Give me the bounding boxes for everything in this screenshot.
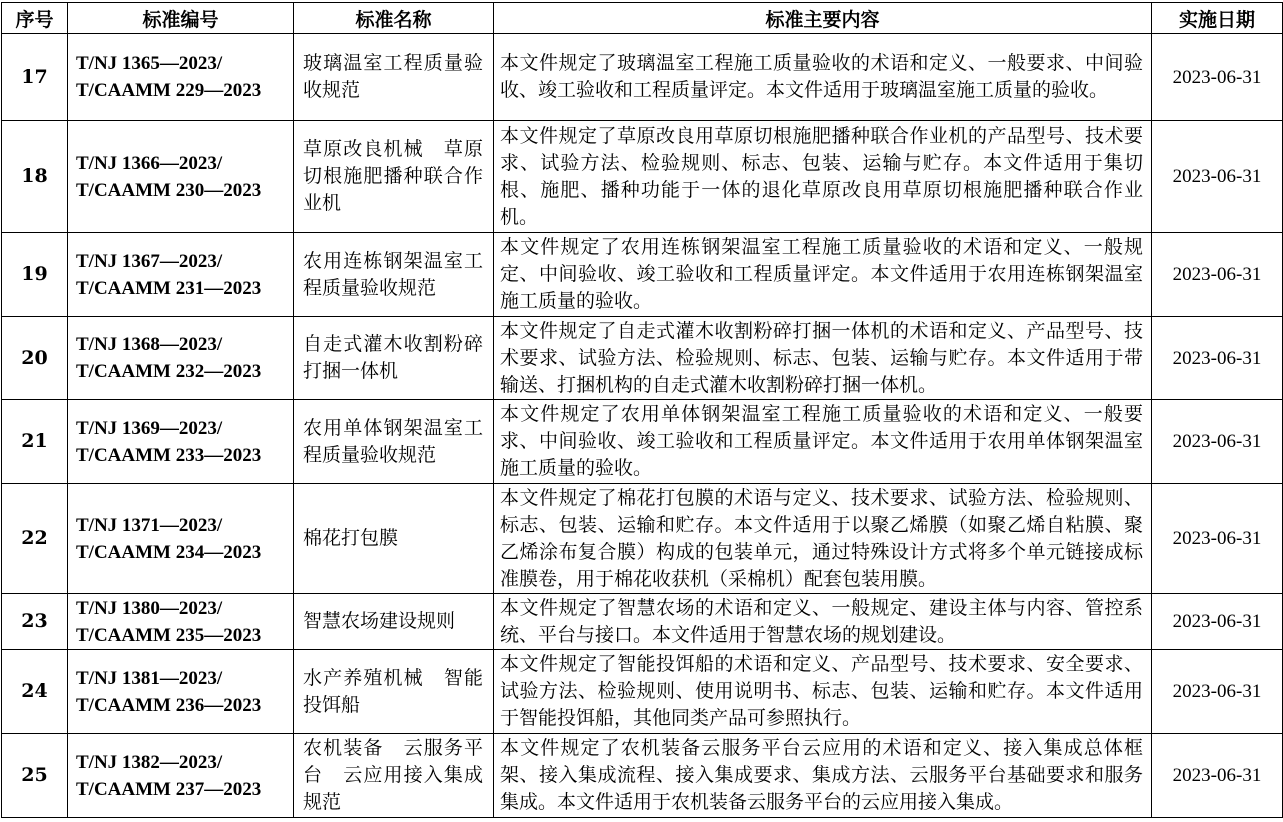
table-row: [2, 317, 1283, 400]
code-caamm: T/CAAMM 231—2023: [76, 277, 262, 299]
standard-name: 农用连栋钢架温室工程质量验收规范: [294, 233, 494, 317]
standard-name: 智慧农场建设规则: [294, 594, 494, 650]
table-row: [2, 594, 1283, 650]
effective-date: 2023-06-31: [1152, 400, 1283, 484]
effective-date: 2023-06-31: [1152, 484, 1283, 594]
header-name: 标准名称: [294, 3, 494, 34]
table-row: [2, 121, 1283, 233]
code-nj: T/NJ 1369—2023/: [76, 417, 223, 439]
standards-table: [1, 2, 1283, 818]
standard-content: 本文件规定了玻璃温室工程施工质量验收的术语和定义、一般要求、中间验收、竣工验收和工程质量评定。本文件适用于玻璃温室施工质量的验收。: [494, 34, 1152, 121]
row-number: 25: [2, 734, 68, 818]
effective-date: 2023-06-31: [1152, 34, 1283, 121]
row-number: 23: [2, 594, 68, 650]
standard-code: [68, 121, 294, 233]
standard-content: 本文件规定了智慧农场的术语和定义、一般规定、建设主体与内容、管控系统、平台与接口。本文件适用于智慧农场的规划建设。: [494, 594, 1152, 650]
header-date: 实施日期: [1152, 3, 1283, 34]
code-nj: T/NJ 1371—2023/: [76, 514, 223, 536]
table-row: [2, 34, 1283, 121]
code-caamm: T/CAAMM 237—2023: [76, 778, 262, 800]
standard-name: 棉花打包膜: [294, 484, 494, 594]
code-caamm: T/CAAMM 229—2023: [76, 80, 262, 101]
standard-code: [68, 734, 294, 818]
header-row: [2, 3, 1283, 34]
effective-date: 2023-06-31: [1152, 734, 1283, 818]
effective-date: 2023-06-31: [1152, 121, 1283, 233]
code-caamm: T/CAAMM 232—2023: [76, 361, 262, 382]
standard-name: 农机装备 云服务平台 云应用接入集成规范: [294, 734, 494, 818]
row-number: 22: [2, 484, 68, 594]
code-caamm: T/CAAMM 230—2023: [76, 179, 262, 201]
table-header: [2, 3, 1283, 34]
standard-name: 水产养殖机械 智能投饵船: [294, 650, 494, 734]
code-nj: T/NJ 1365—2023/: [76, 53, 223, 74]
standard-name: 草原改良机械 草原切根施肥播种联合作业机: [294, 121, 494, 233]
standard-content: 本文件规定了自走式灌木收割粉碎打捆一体机的术语和定义、产品型号、技术要求、试验方法、检验规则、标志、包装、运输与贮存。本文件适用于带输送、打捆机构的自走式灌木收割粉碎打捆一体机。: [494, 317, 1152, 400]
standard-name: 农用单体钢架温室工程质量验收规范: [294, 400, 494, 484]
standard-code: [68, 317, 294, 400]
table-row: [2, 484, 1283, 594]
standard-code: [68, 233, 294, 317]
effective-date: 2023-06-31: [1152, 233, 1283, 317]
code-nj: T/NJ 1367—2023/: [76, 250, 223, 272]
table-row: [2, 400, 1283, 484]
code-nj: T/NJ 1368—2023/: [76, 334, 223, 355]
row-number: 17: [2, 34, 68, 121]
table-row: [2, 233, 1283, 317]
header-code: 标准编号: [68, 3, 294, 34]
standard-code: [68, 34, 294, 121]
table-body: [2, 34, 1283, 818]
code-caamm: T/CAAMM 235—2023: [76, 624, 262, 646]
standard-code: [68, 594, 294, 650]
table-row: [2, 650, 1283, 734]
standard-content: 本文件规定了农机装备云服务平台云应用的术语和定义、接入集成总体框架、接入集成流程、接入集成要求、集成方法、云服务平台基础要求和服务集成。本文件适用于农机装备云服务平台的云应用接入集成。: [494, 734, 1152, 818]
row-number: 18: [2, 121, 68, 233]
row-number: 19: [2, 233, 68, 317]
standard-content: 本文件规定了草原改良用草原切根施肥播种联合作业机的产品型号、技术要求、试验方法、检验规则、标志、包装、运输与贮存。本文件适用于集切根、施肥、播种功能于一体的退化草原改良用草原切根施肥播种联合作业机。: [494, 121, 1152, 233]
row-number: 20: [2, 317, 68, 400]
effective-date: 2023-06-31: [1152, 594, 1283, 650]
standard-name: 玻璃温室工程质量验收规范: [294, 34, 494, 121]
standard-code: [68, 400, 294, 484]
table-row: [2, 734, 1283, 818]
header-no: 序号: [2, 3, 68, 34]
standard-code: [68, 650, 294, 734]
row-number: 21: [2, 400, 68, 484]
header-content: 标准主要内容: [494, 3, 1152, 34]
code-nj: T/NJ 1382—2023/: [76, 751, 223, 773]
code-caamm: T/CAAMM 233—2023: [76, 444, 262, 466]
effective-date: 2023-06-31: [1152, 650, 1283, 734]
standard-content: 本文件规定了智能投饵船的术语和定义、产品型号、技术要求、安全要求、试验方法、检验规则、使用说明书、标志、包装、运输和贮存。本文件适用于智能投饵船，其他同类产品可参照执行。: [494, 650, 1152, 734]
effective-date: 2023-06-31: [1152, 317, 1283, 400]
standard-content: 本文件规定了棉花打包膜的术语与定义、技术要求、试验方法、检验规则、标志、包装、运输和贮存。本文件适用于以聚乙烯膜（如聚乙烯自粘膜、聚乙烯涂布复合膜）构成的包装单元，通过特殊设计方式将多个单元链接成标准膜卷，用于棉花收获机（采棉机）配套包装用膜。: [494, 484, 1152, 594]
code-nj: T/NJ 1380—2023/: [76, 597, 223, 619]
standard-content: 本文件规定了农用连栋钢架温室工程施工质量验收的术语和定义、一般规定、中间验收、竣工验收和工程质量评定。本文件适用于农用连栋钢架温室施工质量的验收。: [494, 233, 1152, 317]
code-caamm: T/CAAMM 236—2023: [76, 694, 262, 716]
row-number: 24: [2, 650, 68, 734]
standard-content: 本文件规定了农用单体钢架温室工程施工质量验收的术语和定义、一般要求、中间验收、竣工验收和工程质量评定。本文件适用于农用单体钢架温室施工质量的验收。: [494, 400, 1152, 484]
code-caamm: T/CAAMM 234—2023: [76, 541, 262, 563]
code-nj: T/NJ 1381—2023/: [76, 667, 223, 689]
code-nj: T/NJ 1366—2023/: [76, 152, 223, 174]
standard-name: 自走式灌木收割粉碎打捆一体机: [294, 317, 494, 400]
standard-code: [68, 484, 294, 594]
